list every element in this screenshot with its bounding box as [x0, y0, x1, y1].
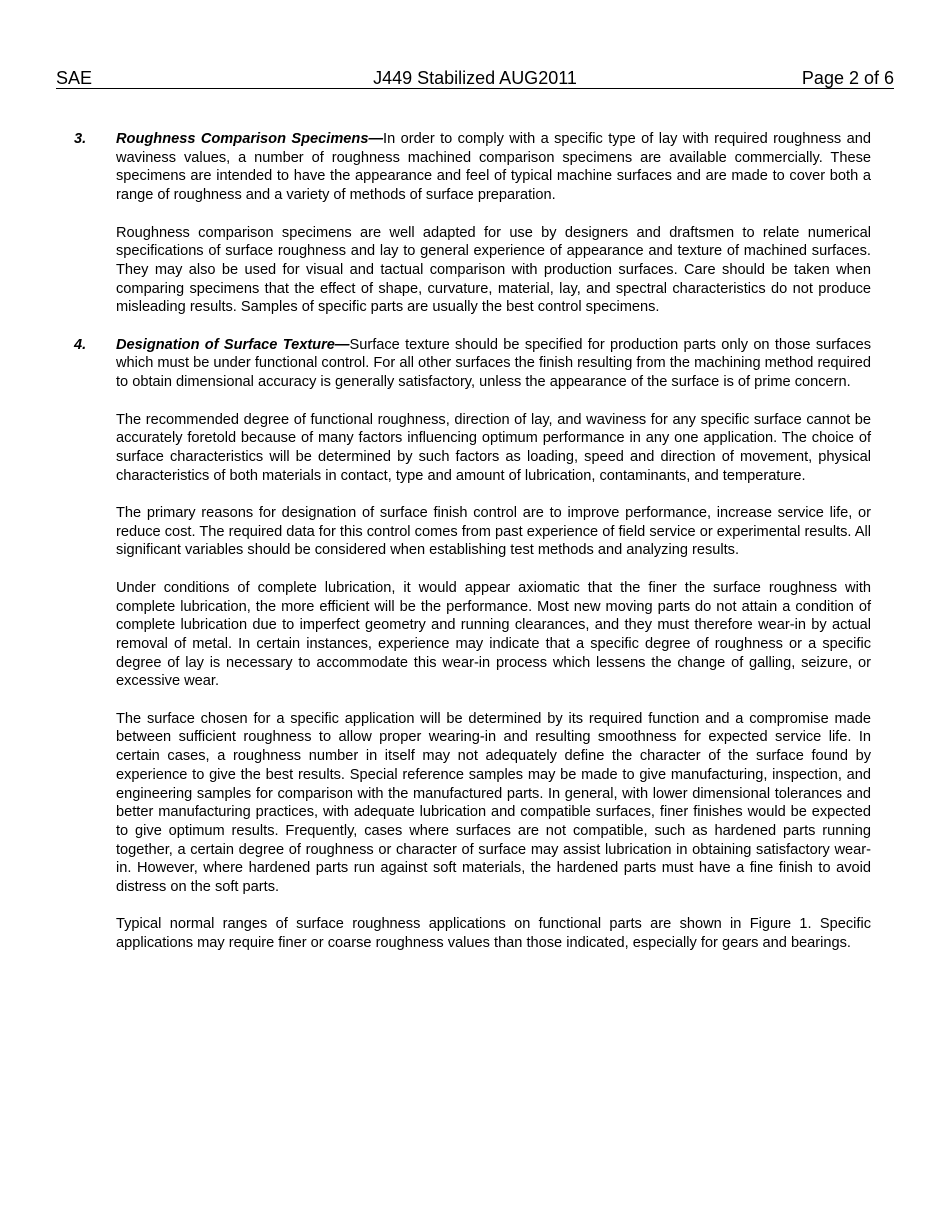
section-4-paragraph-1: [74, 336, 871, 392]
section-4-number: 4.: [74, 336, 87, 353]
header-doc-id: J449 Stabilized AUG2011: [373, 68, 577, 88]
header-page-number: Page 2 of 6: [801, 68, 894, 88]
page-header: [56, 68, 894, 89]
section-3-number: 3.: [74, 131, 87, 147]
section-4-paragraph-6: Typical normal ranges of surface roughness applications on functional parts are shown in Figure 1. Specific applications may require finer or coarse roughness values than those indicated, especially for gears and bearings.: [116, 916, 871, 952]
section-3-title: Roughness Comparison Specimens—: [116, 131, 384, 147]
section-3-text-1: In order to comply with a specific type of lay with required roughness and waviness values, a number of roughness machined comparison specimens are available commercially. These specimens are intended to have the appearance and feel of typical machine surfaces and are made to cover both a range of roughness and a variety of methods of surface preparation.: [116, 131, 871, 204]
section-4-paragraph-3: The primary reasons for designation of surface finish control are to improve performance, increase service life, or reduce cost. The required data for this control comes from past experience of field service or experimental results. All significant variables should be considered when establishing test methods and analyzing results.: [116, 505, 871, 559]
section-3-paragraph-1: [74, 130, 871, 205]
section-3-paragraph-2: Roughness comparison specimens are well adapted for use by designers and draftsmen to relate numerical specifications of surface roughness and lay to general experience of appearance and texture of machined surfaces. They may also be used for visual and tactual comparison with production surfaces. Care should be taken when comparing specimens that the effect of shape, curvature, material, lay, and spectral characteristics do not produce misleading results. Samples of specific parts are usually the best control specimens.: [116, 224, 871, 316]
section-4-paragraph-5: The surface chosen for a specific application will be determined by its required function and a compromise made between sufficient roughness to allow proper wearing-in and resulting smoothness for expected service life. In certain cases, a roughness number in itself may not adequately define the character of the surface found by experience to give the best results. Special reference samples may be made to give manufacturing, inspection, and engineering samples for comparison with the manufactured parts. In general, with lower dimensional tolerances and better manufacturing practices, with adequate lubrication and compatible surfaces, finer finishes would be expected to give optimum results. Frequently, cases where surfaces are not compatible, such as hardened parts running together, a certain degree of roughness or character of surface may assist lubrication in obtaining satisfactory wear-in. However, where hardened parts run against soft materials, the hardened parts must have a fine finish to avoid distress on the soft parts.: [116, 710, 871, 896]
section-4-paragraph-4: Under conditions of complete lubrication, it would appear axiomatic that the finer the surface roughness with complete lubrication, the more efficient will be the performance. Most new moving parts do not attain a condition of complete lubrication due to imperfect geometry and running clearances, and they must therefore wear-in by actual removal of metal. In certain instances, experience may indicate that a specific degree of roughness or a specific degree of lay is necessary to accommodate this wear-in process which lessens the change of galling, seizure, or excessive wear.: [116, 579, 871, 690]
body-content: [74, 130, 871, 972]
section-4-paragraph-2: The recommended degree of functional roughness, direction of lay, and waviness for any specific surface cannot be accurately foretold because of many factors influencing optimum performance in any one application. The choice of surface characteristics will be determined by such factors as loading, speed and direction of movement, physical characteristics of both materials in contact, type and amount of lubrication, contaminants, and temperature.: [116, 411, 871, 484]
section-4-text-1: Surface texture should be specified for production parts only on those surfaces which must be under functional control. For all other surfaces the finish resulting from the machining method required to obtain dimensional accuracy is generally satisfactory, unless the appearance of the surface is of prime concern.: [116, 336, 871, 391]
section-4-title: Designation of Surface Texture—: [116, 336, 350, 353]
header-org: SAE: [56, 68, 93, 88]
